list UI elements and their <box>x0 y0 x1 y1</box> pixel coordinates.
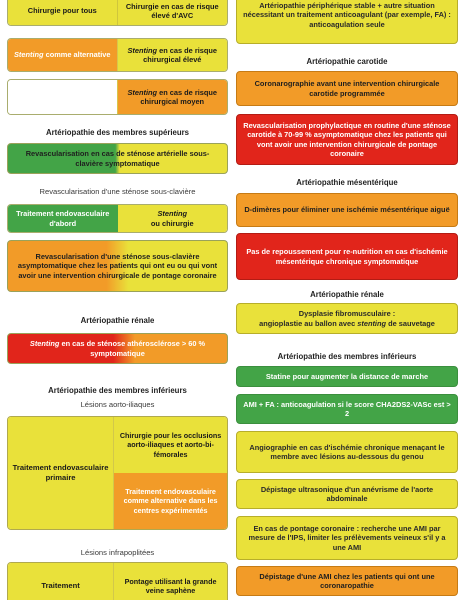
depistage-ultrasonique-box <box>236 479 458 509</box>
stenting-renal-em: Stenting <box>29 339 60 349</box>
arteriopathie-renale-heading-right: Artériopathie rénale <box>310 290 384 299</box>
revasc-asymptomatique-text: Revascularisation d'une sténose sous-clavière asymptomatique chez les patients qui ont eu ou qui vont avoir une intervention chirurgicale de pontage coronaire <box>17 252 218 280</box>
traitement-endovasculaire-cell <box>8 205 118 232</box>
angiographie-box <box>236 431 458 473</box>
pontage-veine-cell <box>113 563 227 600</box>
traitement-endovasculaire-text: Traitement endovasculaire d'abord <box>16 209 110 228</box>
stenting-moyen-rest: en cas de risque chirurgical moyen <box>140 87 218 106</box>
revascularisation-text: Revascularisation en cas de sténose artérielle sous-clavière symptomatique <box>25 149 210 168</box>
dysplasie-box <box>236 303 458 334</box>
infrapoplitees-block <box>7 562 228 600</box>
chirurgie-pour-tous-text: Chirurgie pour tous <box>27 6 97 16</box>
statine-text: Statine pour augmenter la distance de marche <box>265 371 429 381</box>
dysplasie-line1: Dysplasie fibromusculaire : <box>298 309 396 319</box>
depistage-ami-text: Dépistage d'une AMI chez les patients qui ont une coronaropathie <box>259 571 435 590</box>
aorto-iliaques-block <box>7 416 228 530</box>
stenting-alternative-cell <box>8 39 118 71</box>
coronarographie-text: Coronarographie avant une intervention chirurgicale carotide programmée <box>254 79 440 98</box>
traitement-alternative-cell <box>113 473 227 529</box>
arteriopathie-mesenterique-heading: Artériopathie mésentérique <box>296 178 398 187</box>
traitement-primaire-text: Traitement endovasculaire primaire <box>12 463 109 482</box>
ami-fa-text: AMI + FA : anticoagulation si le score CHA2DS2-VASc est > 2 <box>243 399 451 418</box>
stenting-ou-chirurgie-rest: ou chirurgie <box>150 218 194 228</box>
revasc-prophylactique-text: Revascularisation prophylactique en routine d'une sténose carotide à 70-99 % asymptomatique chez les patients qui vont avoir une intervention chirurgicale de pontage coronaire <box>243 121 451 158</box>
stenting-alt-em: Stenting <box>13 50 44 60</box>
chirurgie-row <box>7 0 228 26</box>
chirurgie-risque-avc-text: Chirurgie en cas de risque élevé d'AVC <box>125 1 219 20</box>
d-dimeres-text: D-dimères pour éliminer une ischémie mésentérique aiguë <box>244 205 450 215</box>
chirurgie-pour-tous-cell <box>8 0 118 25</box>
revasc-prophylactique-box <box>236 114 458 165</box>
stenting-ou-chirurgie-em: Stenting <box>157 209 188 219</box>
dysplasie-line2c: de sauvetage <box>386 318 435 328</box>
pontage-coronaire-box <box>236 516 458 560</box>
stenting-risque-eleve-cell <box>118 39 228 71</box>
anticoagulation-seule-text: Artériopathie périphérique stable + autre situation nécessitant un traitement anticoagulant (par exemple, FA) : anticoagulation seule <box>243 1 451 29</box>
stenting-alt-rest: comme alternative <box>43 50 111 60</box>
traitement-infrapop-text: Traitement <box>41 581 80 591</box>
dysplasie-line2a: angioplastie au ballon avec <box>259 318 358 328</box>
empty-cell <box>8 80 118 114</box>
revascularisation-box <box>7 143 228 174</box>
repoussement-box <box>236 233 458 280</box>
anticoagulation-seule-box <box>236 0 458 44</box>
dysplasie-em: stenting <box>357 318 387 328</box>
d-dimeres-box <box>236 193 458 227</box>
stenting-moyen-row <box>7 79 228 115</box>
depistage-ami-box <box>236 566 458 596</box>
coronarographie-box <box>236 71 458 106</box>
angiographie-text: Angiographie en cas d'ischémie chronique menaçant le membre avec lésions au-dessous du genou <box>249 442 445 461</box>
stenting-renal-rest: en cas de sténose athérosclérose > 60 % symptomatique <box>59 339 206 358</box>
traitement-infrapop-cell <box>8 563 113 600</box>
stenting-alternative-row <box>7 38 228 72</box>
traitement-primaire-cell <box>8 417 113 529</box>
stenting-renal-box <box>7 333 228 364</box>
chirurgie-occlusions-cell <box>113 417 227 473</box>
membres-inferieurs-heading-left: Artériopathie des membres inférieurs <box>48 386 187 395</box>
membres-inferieurs-heading-right: Artériopathie des membres inférieurs <box>277 352 417 361</box>
stenting-risque-moyen-cell <box>118 80 228 114</box>
pontage-veine-text: Pontage utilisant la grande veine saphène <box>124 576 217 595</box>
stenting-ou-chirurgie-cell <box>118 205 228 232</box>
stenting-eleve-em: Stenting <box>127 45 158 55</box>
chirurgie-occlusions-text: Chirurgie pour les occlusions aorto-iliaques et aorto-bi-fémorales <box>119 430 222 459</box>
depistage-ultrasonique-text: Dépistage ultrasonique d'un anévrisme de l'aorte abdominale <box>260 484 434 503</box>
arteriopathie-renale-heading-left: Artériopathie rénale <box>80 316 155 325</box>
infrapoplitees-subheading: Lésions infrapoplitées <box>80 548 155 557</box>
ami-fa-box <box>236 394 458 424</box>
stenting-eleve-rest: en cas de risque chirurgical élevé <box>143 45 218 64</box>
revasc-asymptomatique-box <box>7 240 228 292</box>
arteriopathie-carotide-heading: Artériopathie carotide <box>306 57 388 66</box>
chirurgie-risque-avc-cell <box>118 0 228 25</box>
pontage-coronaire-text: En cas de pontage coronaire : recherche une AMI par mesure de l'IPS, limiter les prélèvements veineux s'il y a une AMI <box>248 524 446 552</box>
repoussement-text: Pas de repoussement pour re-nutrition en cas d'ischémie mésentérique chronique symptomatique <box>246 247 448 266</box>
statine-box <box>236 366 458 387</box>
traitement-alternative-text: Traitement endovasculaire comme alternative dans les centres expérimentés <box>123 486 218 515</box>
membres-superieurs-heading: Artériopathie des membres supérieurs <box>46 128 189 137</box>
sous-claviere-subheading: Revascularisation d'une sténose sous-clavière <box>39 187 196 196</box>
aorto-iliaques-subheading: Lésions aorto-iliaques <box>80 400 155 409</box>
stenting-moyen-em: Stenting <box>127 87 158 97</box>
traitement-row <box>7 204 228 233</box>
